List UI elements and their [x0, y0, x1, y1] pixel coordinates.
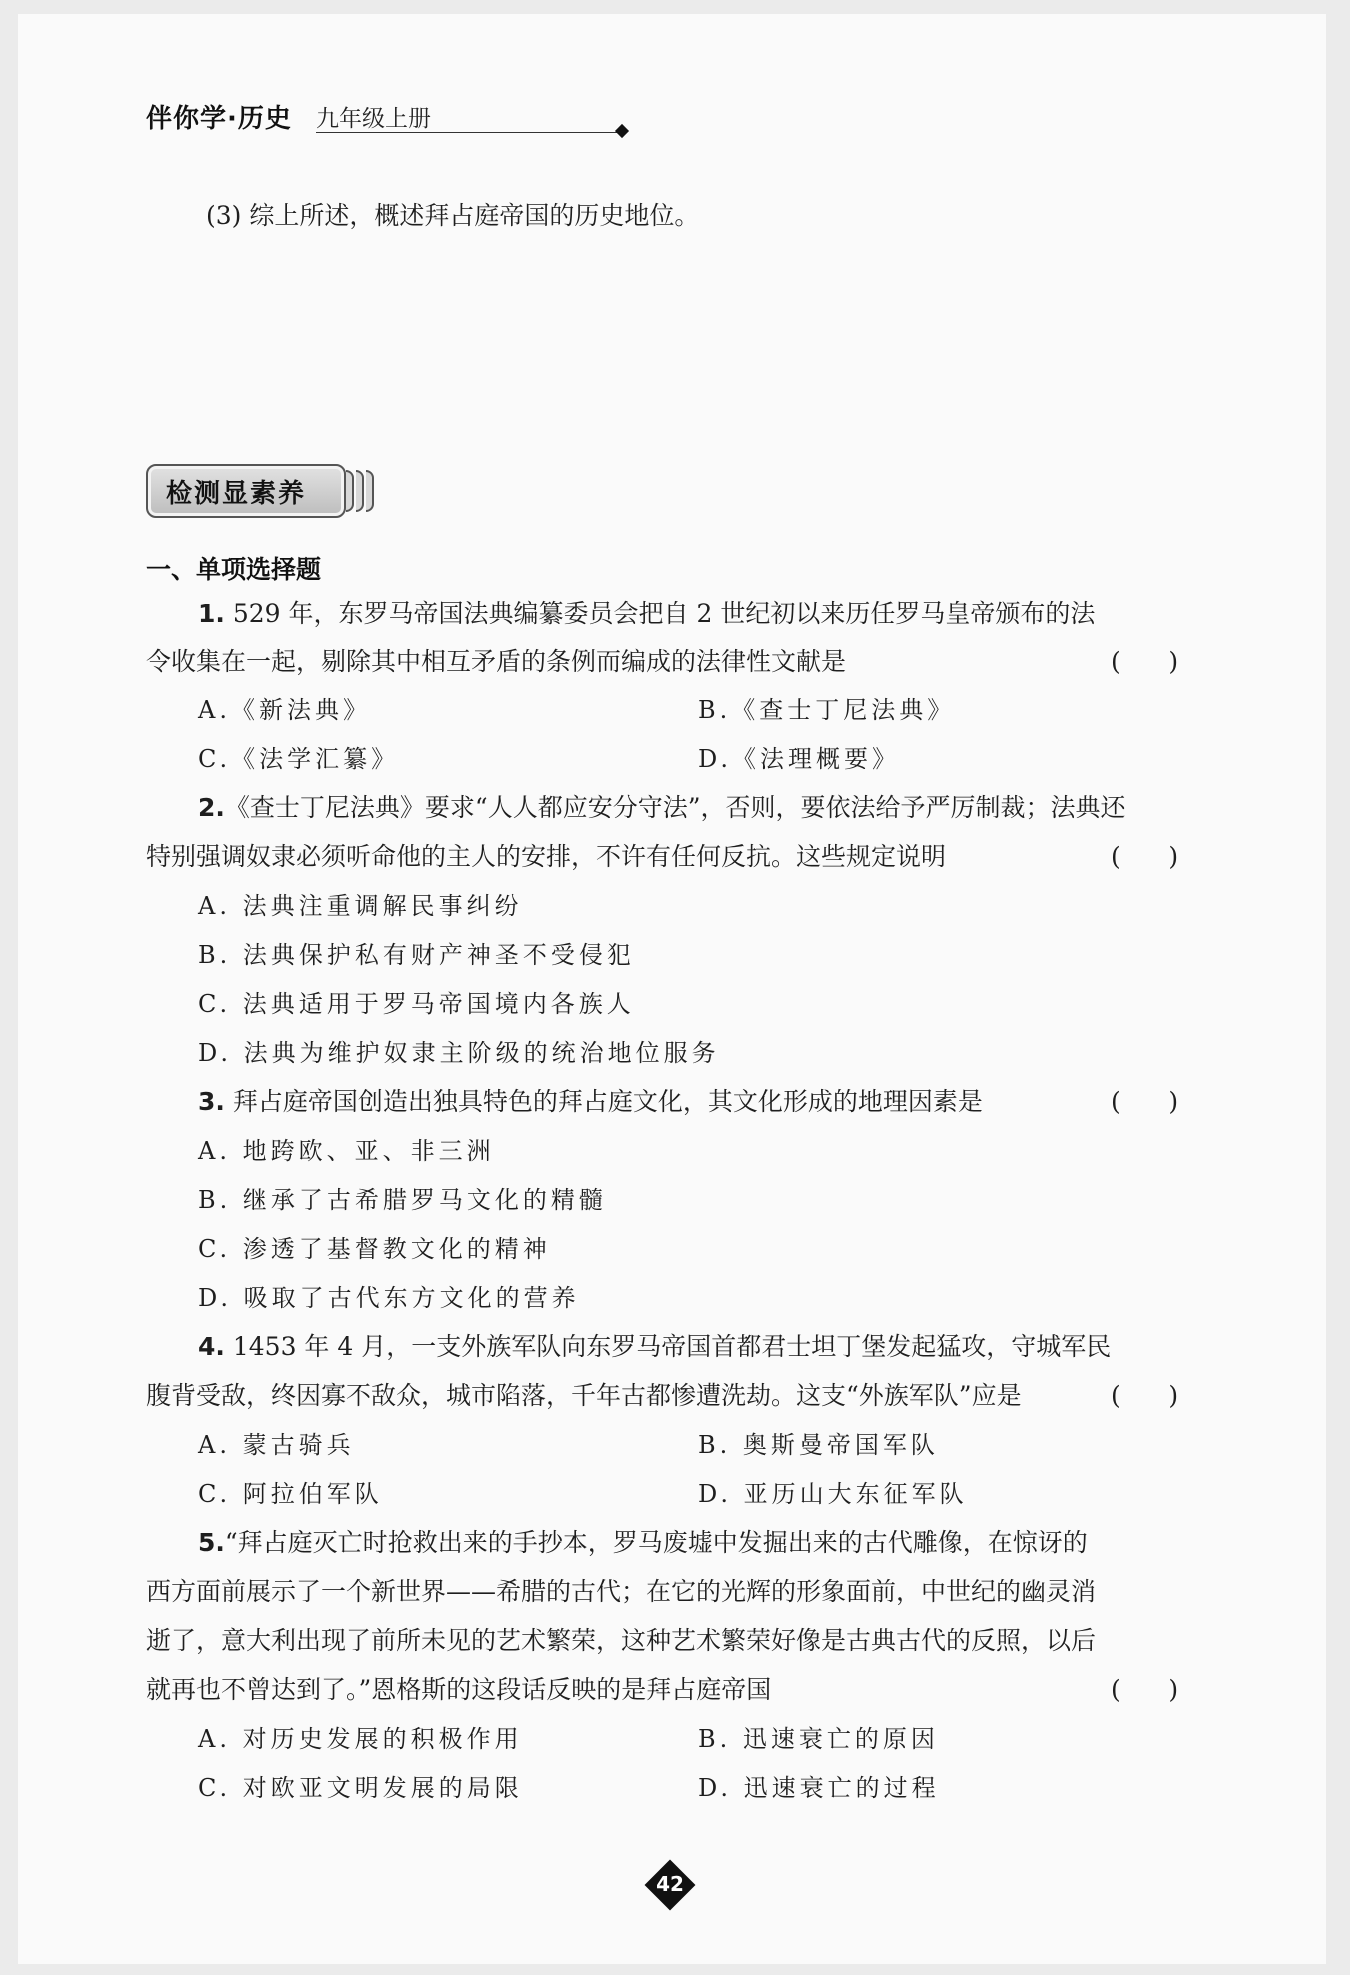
- workbook-page: [18, 14, 1326, 1964]
- answer-blank[interactable]: ( ): [1111, 842, 1179, 871]
- header-rule: [316, 132, 621, 133]
- option-d: D.《法理概要》: [698, 745, 901, 773]
- answer-blank[interactable]: ( ): [1111, 1087, 1179, 1116]
- header-brand: 伴你学·历史: [146, 104, 292, 134]
- question-number: 1.: [198, 599, 225, 628]
- option-a: A. 蒙古骑兵: [198, 1431, 355, 1459]
- option-a: A. 对历史发展的积极作用: [198, 1725, 523, 1753]
- option-d: D. 吸取了古代东方文化的营养: [198, 1284, 580, 1312]
- banner-text: 检测显素养: [166, 479, 307, 509]
- question-1-line-2: 令收集在一起，剔除其中相互矛盾的条例而编成的法律性文献是: [146, 647, 847, 676]
- option-c: C. 阿拉伯军队: [198, 1480, 383, 1508]
- option-d: D. 亚历山大东征军队: [698, 1480, 968, 1508]
- answer-blank[interactable]: ( ): [1111, 647, 1179, 676]
- question-3-line-1: [198, 1087, 983, 1117]
- option-b: B. 迅速衰亡的原因: [698, 1725, 939, 1753]
- option-a: A. 法典注重调解民事纠纷: [198, 892, 523, 920]
- question-2-line-2: 特别强调奴隶必须听命他的主人的安排，不许有任何反抗。这些规定说明: [146, 842, 947, 871]
- option-b: B.《查士丁尼法典》: [698, 696, 956, 724]
- option-c: C. 法典适用于罗马帝国境内各族人: [198, 990, 635, 1018]
- question-text: 《查士丁尼法典》要求“人人都应安分守法”，否则，要依法给予严厉制裁；法典还: [224, 793, 1126, 822]
- option-b: B. 继承了古希腊罗马文化的精髓: [198, 1186, 607, 1214]
- section-banner: [146, 464, 386, 518]
- page-number: 42: [656, 1872, 684, 1896]
- answer-blank[interactable]: ( ): [1111, 1381, 1179, 1410]
- question-number: 4.: [198, 1332, 225, 1361]
- question-4-line-2: 腹背受敌，终因寡不敌众，城市陷落，千年古都惨遭洗劫。这支“外族军队”应是: [146, 1381, 1022, 1410]
- page-header: [146, 86, 526, 136]
- banner-stripe: [346, 470, 354, 512]
- question-number: 5.: [198, 1528, 225, 1557]
- question-text: 529 年，东罗马帝国法典编纂委员会把自 2 世纪初以来历任罗马皇帝颁布的法: [232, 599, 1096, 628]
- option-d: D. 迅速衰亡的过程: [698, 1774, 940, 1802]
- question-2-line-1: [198, 793, 1125, 823]
- question-5-line-4: 就再也不曾达到了。”恩格斯的这段话反映的是拜占庭帝国: [146, 1675, 772, 1704]
- diamond-icon: [615, 124, 629, 138]
- option-d: D. 法典为维护奴隶主阶级的统治地位服务: [198, 1039, 720, 1067]
- intro-question: (3) 综上所述，概述拜占庭帝国的历史地位。: [206, 201, 700, 230]
- question-number: 2.: [198, 793, 225, 822]
- question-text: 拜占庭帝国创造出独具特色的拜占庭文化，其文化形成的地理因素是: [232, 1087, 983, 1116]
- option-b: B. 奥斯曼帝国军队: [698, 1431, 939, 1459]
- banner-stripe: [366, 470, 374, 512]
- question-text: 1453 年 4 月，一支外族军队向东罗马帝国首都君士坦丁堡发起猛攻，守城军民: [232, 1332, 1112, 1361]
- question-5-line-1: [198, 1528, 1088, 1558]
- answer-blank[interactable]: ( ): [1111, 1675, 1179, 1704]
- option-c: C. 对欧亚文明发展的局限: [198, 1774, 523, 1802]
- option-a: A.《新法典》: [198, 696, 371, 724]
- question-4-line-1: [198, 1332, 1111, 1362]
- question-text: “拜占庭灭亡时抢救出来的手抄本，罗马废墟中发掘出来的古代雕像，在惊讶的: [224, 1528, 1088, 1557]
- question-number: 3.: [198, 1087, 225, 1116]
- header-grade: 九年级上册: [316, 106, 431, 132]
- section-title: 一、单项选择题: [146, 555, 322, 584]
- option-c: C. 渗透了基督教文化的精神: [198, 1235, 551, 1263]
- question-5-line-2: 西方面前展示了一个新世界——希腊的古代；在它的光辉的形象面前，中世纪的幽灵消: [146, 1577, 1097, 1606]
- question-1-line-1: [198, 599, 1095, 629]
- option-c: C.《法学汇纂》: [198, 745, 400, 773]
- banner-stripe: [356, 470, 364, 512]
- question-5-line-3: 逝了，意大利出现了前所未见的艺术繁荣，这种艺术繁荣好像是古典古代的反照，以后: [146, 1626, 1097, 1655]
- option-b: B. 法典保护私有财产神圣不受侵犯: [198, 941, 635, 969]
- option-a: A. 地跨欧、亚、非三洲: [198, 1137, 495, 1165]
